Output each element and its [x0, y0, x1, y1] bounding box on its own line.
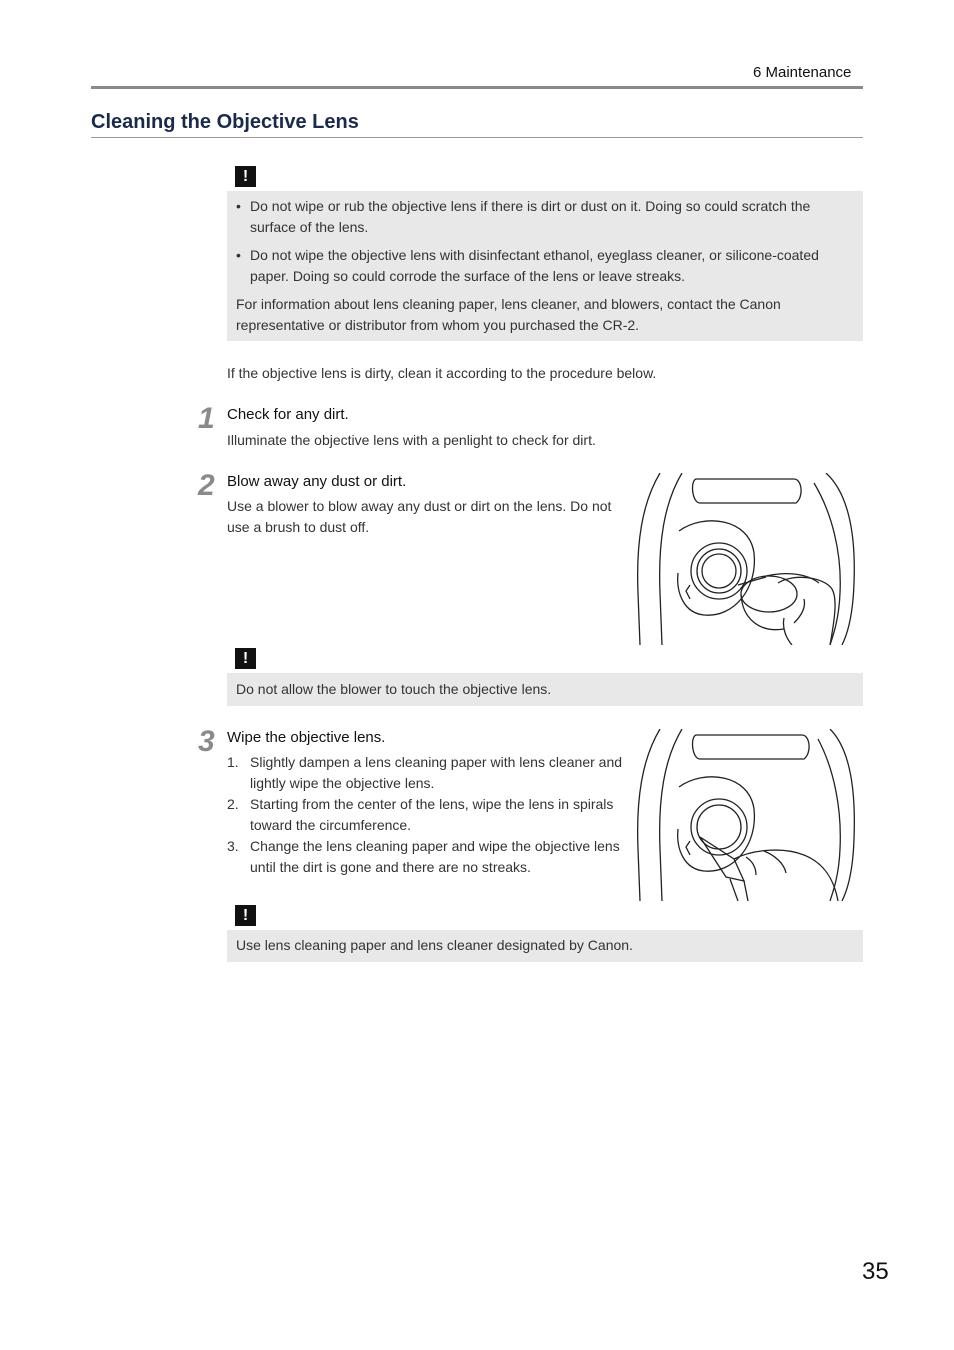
step-list: [227, 752, 622, 878]
step-number: 2: [198, 469, 215, 502]
exclamation-icon: !: [235, 905, 256, 926]
section-title: Cleaning the Objective Lens: [91, 111, 359, 133]
caution-box: [227, 930, 863, 962]
blower-illustration: [634, 473, 863, 645]
step-text: Illuminate the objective lens with a penlight to check for dirt.: [227, 432, 596, 448]
intro-text: If the objective lens is dirty, clean it according to the procedure below.: [227, 365, 657, 381]
exclamation-icon: !: [235, 166, 256, 187]
title-rule: [91, 137, 863, 138]
caution-bullet: • Do not wipe or rub the objective lens if there is dirt or dust on it. Doing so could scratch the surface of the lens.: [236, 198, 811, 235]
page-number: 35: [862, 1258, 889, 1285]
caution-note: Do not allow the blower to touch the objective lens.: [236, 681, 552, 697]
caution-box: [227, 673, 863, 706]
step-title: Wipe the objective lens.: [227, 729, 386, 746]
list-item: 3. Change the lens cleaning paper and wipe the objective lens until the dirt is gone and there are no streaks.: [227, 838, 620, 875]
list-item: 1. Slightly dampen a lens cleaning paper with lens cleaner and lightly wipe the objective lens.: [227, 754, 623, 791]
exclamation-icon: !: [235, 648, 256, 669]
step-number: 3: [198, 725, 215, 758]
header-rule: [91, 86, 863, 89]
wiping-illustration: [634, 729, 863, 901]
step-title: Blow away any dust or dirt.: [227, 473, 407, 490]
caution-box: [227, 191, 863, 341]
step-text: Use a blower to blow away any dust or dirt on the lens. Do not use a brush to dust off.: [227, 498, 612, 535]
step-title: Check for any dirt.: [227, 406, 349, 423]
caution-bullet: • Do not wipe the objective lens with disinfectant ethanol, eyeglass cleaner, or silicone-coated paper. Doing so could corrode the surface of the lens or leave streaks.: [236, 247, 819, 284]
list-item: 2. Starting from the center of the lens, wipe the lens in spirals toward the circumference.: [227, 796, 614, 833]
step-number: 1: [198, 402, 215, 435]
caution-note: For information about lens cleaning paper, lens cleaner, and blowers, contact the Canon representative or distributor from whom you purchased the CR-2.: [236, 296, 781, 333]
running-header: 6 Maintenance: [753, 64, 852, 81]
caution-note: Use lens cleaning paper and lens cleaner designated by Canon.: [236, 937, 633, 953]
